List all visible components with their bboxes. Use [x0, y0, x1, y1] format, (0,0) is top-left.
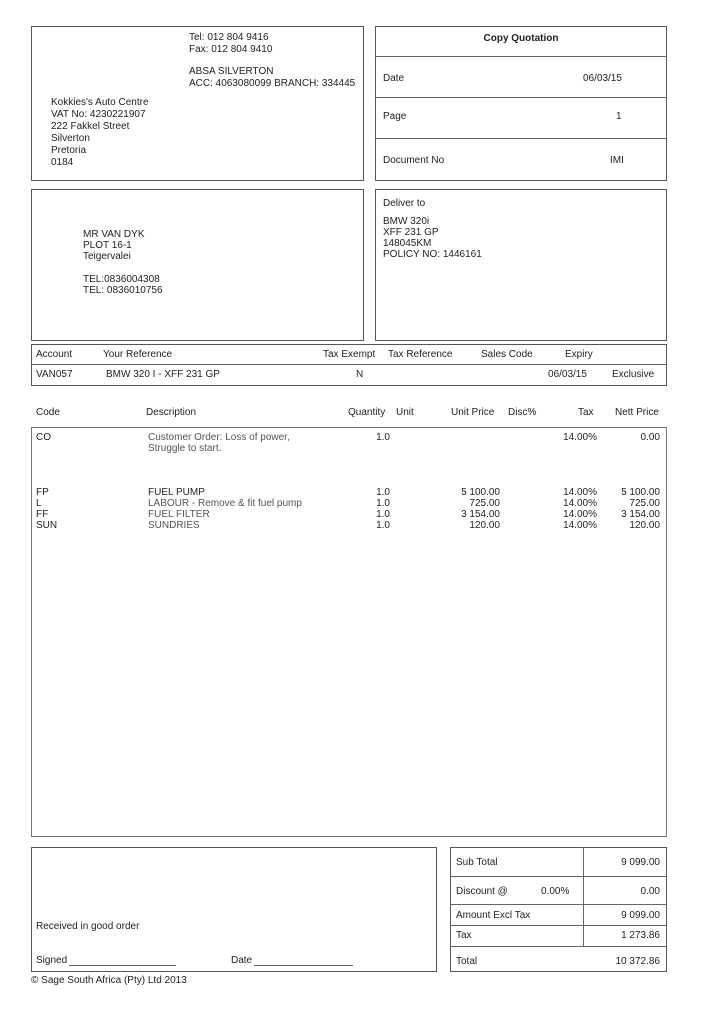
item-nett: 0.00: [640, 432, 660, 443]
item-tax: 14.00%: [563, 487, 597, 498]
item-unit-price: 725.00: [469, 498, 500, 509]
tax-label: Tax: [456, 930, 472, 941]
divider: [375, 97, 667, 98]
divider: [450, 925, 667, 926]
nett-price-header: Nett Price: [615, 407, 659, 418]
item-description-2: Struggle to start.: [148, 443, 222, 454]
item-nett: 120.00: [629, 520, 660, 531]
tax-reference-header: Tax Reference: [388, 349, 453, 360]
deliver-box: [375, 189, 667, 341]
divider: [31, 364, 667, 365]
deliver-label: Deliver to: [383, 198, 426, 209]
item-unit-price: 5 100.00: [461, 487, 500, 498]
item-unit-price: 3 154.00: [461, 509, 500, 520]
deliver-policy: POLICY NO: 1446161: [383, 249, 482, 260]
expiry-header: Expiry: [565, 349, 593, 360]
account-header: Account: [36, 349, 73, 360]
item-code: CO: [36, 432, 51, 443]
discount-label: Discount @: [456, 886, 508, 897]
item-description: Customer Order: Loss of power,: [148, 432, 290, 443]
item-tax: 14.00%: [563, 432, 597, 443]
total-value: 10 372.86: [615, 956, 660, 967]
tax-value: 1 273.86: [621, 930, 660, 941]
description-header: Description: [146, 407, 197, 418]
item-code: FP: [36, 487, 49, 498]
item-tax: 14.00%: [563, 520, 597, 531]
date-line: [254, 965, 353, 966]
customer-name: MR VAN DYK: [83, 229, 145, 240]
item-tax: 14.00%: [563, 498, 597, 509]
deliver-car: BMW 320i: [383, 216, 430, 227]
expiry-value: 06/03/15: [548, 369, 587, 380]
received-text: Received in good order: [36, 921, 140, 932]
sales-code-header: Sales Code: [481, 349, 533, 360]
excl-label: Amount Excl Tax: [456, 910, 531, 921]
tax-header: Tax: [578, 407, 594, 418]
deliver-reg: XFF 231 GP: [383, 227, 439, 238]
account-value: VAN057: [36, 369, 73, 380]
customer-box: [31, 189, 364, 341]
item-description: FUEL PUMP: [148, 487, 205, 498]
item-quantity: 1.0: [376, 487, 390, 498]
item-quantity: 1.0: [376, 498, 390, 509]
company-city: Pretoria: [51, 145, 87, 156]
total-label: Total: [456, 956, 478, 967]
item-code: SUN: [36, 520, 58, 531]
unit-price-header: Unit Price: [451, 407, 495, 418]
code-header: Code: [36, 407, 60, 418]
reference-header: Your Reference: [103, 349, 173, 360]
excl-value: 9 099.00: [621, 910, 660, 921]
customer-plot: PLOT 16-1: [83, 240, 132, 251]
item-quantity: 1.0: [376, 432, 390, 443]
tax-exempt-header: Tax Exempt: [323, 349, 376, 360]
date-label: Date: [383, 73, 405, 84]
company-postal: 0184: [51, 157, 74, 168]
item-description: SUNDRIES: [148, 520, 200, 531]
item-code: FF: [36, 509, 49, 520]
item-code: L: [36, 498, 42, 509]
divider: [450, 904, 667, 905]
docno-value: IMI: [610, 155, 624, 166]
item-unit-price: 120.00: [469, 520, 500, 531]
reference-value: BMW 320 I - XFF 231 GP: [106, 369, 220, 380]
signature-box: [31, 847, 437, 972]
item-description: LABOUR - Remove & fit fuel pump: [148, 498, 302, 509]
date-sign-label: Date: [231, 955, 253, 966]
item-tax: 14.00%: [563, 509, 597, 520]
page-label: Page: [383, 111, 407, 122]
signed-line: [69, 965, 176, 966]
divider: [583, 847, 584, 947]
unit-header: Unit: [396, 407, 414, 418]
company-street: 222 Fakkel Street: [51, 121, 130, 132]
customer-area: Teigervalei: [83, 251, 131, 262]
item-description: FUEL FILTER: [148, 509, 210, 520]
copyright: © Sage South Africa (Pty) Ltd 2013: [31, 975, 187, 986]
company-tel: Tel: 012 804 9416: [189, 32, 269, 43]
customer-tel1: TEL:0836004308: [83, 274, 160, 285]
disc-header: Disc%: [508, 407, 537, 418]
item-nett: 725.00: [629, 498, 660, 509]
company-account: ACC: 4063080099 BRANCH: 334445: [189, 78, 356, 89]
discount-value: 0.00: [640, 886, 660, 897]
divider: [375, 138, 667, 139]
divider: [450, 946, 667, 947]
discount-pct: 0.00%: [541, 886, 570, 897]
company-name: Kokkies's Auto Centre: [51, 97, 149, 108]
company-fax: Fax: 012 804 9410: [189, 44, 273, 55]
docno-label: Document No: [383, 155, 445, 166]
item-nett: 3 154.00: [621, 509, 660, 520]
company-suburb: Silverton: [51, 133, 90, 144]
quantity-header: Quantity: [348, 407, 386, 418]
subtotal-value: 9 099.00: [621, 857, 660, 868]
item-nett: 5 100.00: [621, 487, 660, 498]
document-title: Copy Quotation: [483, 33, 559, 44]
company-bank: ABSA SILVERTON: [189, 66, 274, 77]
tax-exempt-value: N: [356, 369, 364, 380]
item-quantity: 1.0: [376, 520, 390, 531]
divider: [375, 56, 667, 57]
tax-mode-value: Exclusive: [612, 369, 655, 380]
customer-tel2: TEL: 0836010756: [83, 285, 163, 296]
signed-label: Signed: [36, 955, 68, 966]
date-value: 06/03/15: [583, 73, 622, 84]
company-vat: VAT No: 4230221907: [51, 109, 146, 120]
subtotal-label: Sub Total: [456, 857, 498, 868]
page-value: 1: [616, 111, 622, 122]
divider: [450, 876, 667, 877]
deliver-km: 148045KM: [383, 238, 432, 249]
item-quantity: 1.0: [376, 509, 390, 520]
